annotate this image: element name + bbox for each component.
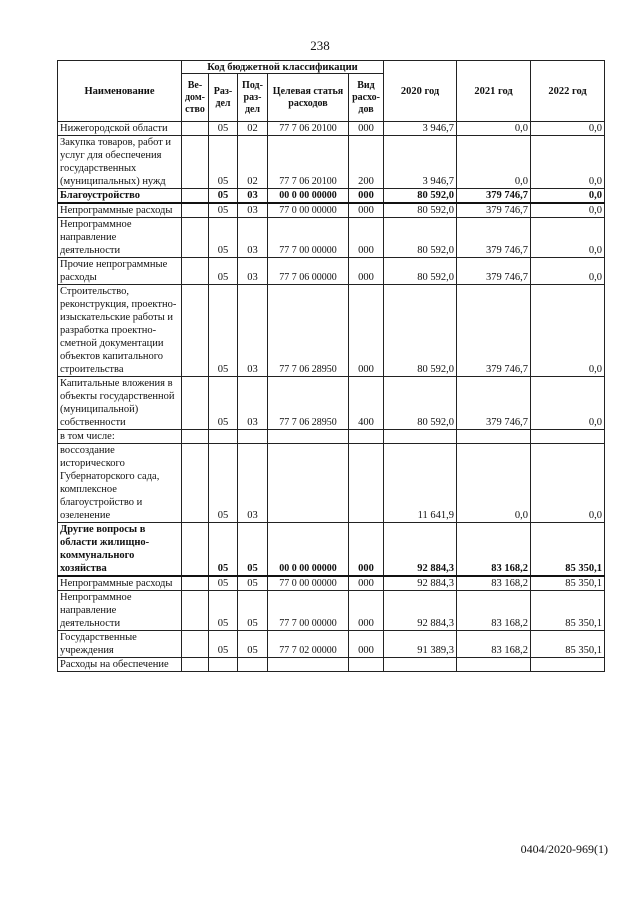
row-2022: 85 350,1 [531, 631, 605, 658]
row-vedomstvo [182, 444, 209, 523]
row-vedomstvo [182, 591, 209, 631]
row-razdel: 05 [209, 189, 238, 204]
document-code: 0404/2020-969(1) [520, 842, 608, 856]
row-vedomstvo [182, 136, 209, 189]
row-2020: 3 946,7 [384, 136, 457, 189]
row-2022: 0,0 [531, 203, 605, 218]
table-row [58, 203, 605, 218]
row-2022 [531, 658, 605, 672]
row-vid: 400 [349, 377, 384, 430]
row-vid: 000 [349, 523, 384, 577]
header-vid: Вид расхо- дов [349, 74, 384, 122]
row-2021: 83 168,2 [457, 576, 531, 591]
row-2022: 0,0 [531, 189, 605, 204]
row-2020: 80 592,0 [384, 189, 457, 204]
row-vedomstvo [182, 258, 209, 285]
row-target: 77 7 06 28950 [268, 377, 349, 430]
row-vid: 000 [349, 631, 384, 658]
row-podrazdel: 05 [238, 631, 268, 658]
row-name: Государственные учреждения [58, 631, 182, 658]
row-vid: 000 [349, 189, 384, 204]
row-2022 [531, 430, 605, 444]
row-vedomstvo [182, 631, 209, 658]
table-row [58, 631, 605, 658]
table-header [58, 61, 605, 122]
table-row [58, 136, 605, 189]
row-2022: 85 350,1 [531, 591, 605, 631]
row-target: 77 7 06 20100 [268, 136, 349, 189]
row-vedomstvo [182, 189, 209, 204]
header-2022: 2022 год [531, 61, 605, 122]
row-2022: 85 350,1 [531, 576, 605, 591]
row-podrazdel: 03 [238, 285, 268, 377]
header-podrazdel: Под- раз- дел [238, 74, 268, 122]
row-2020: 92 884,3 [384, 576, 457, 591]
table-row [58, 591, 605, 631]
row-razdel: 05 [209, 136, 238, 189]
row-2021: 83 168,2 [457, 523, 531, 577]
row-2020: 80 592,0 [384, 203, 457, 218]
row-name: Непрограммное направление деятельности [58, 218, 182, 258]
table-row [58, 285, 605, 377]
header-2021: 2021 год [457, 61, 531, 122]
row-2020: 92 884,3 [384, 523, 457, 577]
row-vedomstvo [182, 122, 209, 136]
row-2022: 0,0 [531, 218, 605, 258]
row-vedomstvo [182, 430, 209, 444]
row-name: воссоздание исторического Губернаторского сада, комплексное благоустройство и озеленение [58, 444, 182, 523]
row-vid [349, 658, 384, 672]
row-name: Прочие непрограммные расходы [58, 258, 182, 285]
row-podrazdel: 03 [238, 377, 268, 430]
row-target: 77 7 06 28950 [268, 285, 349, 377]
table-row [58, 523, 605, 577]
row-razdel: 05 [209, 591, 238, 631]
row-razdel [209, 430, 238, 444]
row-target [268, 658, 349, 672]
row-2021: 83 168,2 [457, 631, 531, 658]
row-podrazdel: 02 [238, 136, 268, 189]
row-podrazdel: 03 [238, 444, 268, 523]
row-2022: 85 350,1 [531, 523, 605, 577]
table-row [58, 430, 605, 444]
row-razdel [209, 658, 238, 672]
table-row [58, 658, 605, 672]
row-target: 77 7 00 00000 [268, 218, 349, 258]
row-razdel: 05 [209, 122, 238, 136]
header-razdel: Раз- дел [209, 74, 238, 122]
row-name: Строительство, реконструкция, проектно-изыскательские работы и разработка проектно-сметной документации объектов капитального строительства [58, 285, 182, 377]
header-2020: 2020 год [384, 61, 457, 122]
row-2020 [384, 658, 457, 672]
row-2021: 83 168,2 [457, 591, 531, 631]
row-name: в том числе: [58, 430, 182, 444]
row-target: 77 7 00 00000 [268, 591, 349, 631]
row-name: Непрограммные расходы [58, 576, 182, 591]
row-razdel: 05 [209, 523, 238, 577]
row-vedomstvo [182, 285, 209, 377]
row-target [268, 430, 349, 444]
row-vedomstvo [182, 377, 209, 430]
row-name: Расходы на обеспечение [58, 658, 182, 672]
table-row [58, 218, 605, 258]
row-2021 [457, 430, 531, 444]
row-podrazdel: 03 [238, 258, 268, 285]
row-2020: 80 592,0 [384, 377, 457, 430]
table-row [58, 377, 605, 430]
row-razdel: 05 [209, 285, 238, 377]
row-2020: 80 592,0 [384, 218, 457, 258]
row-razdel: 05 [209, 218, 238, 258]
row-2021: 379 746,7 [457, 218, 531, 258]
row-target [268, 444, 349, 523]
row-vedomstvo [182, 203, 209, 218]
row-2022: 0,0 [531, 444, 605, 523]
row-2020: 80 592,0 [384, 258, 457, 285]
row-2020 [384, 430, 457, 444]
row-vedomstvo [182, 576, 209, 591]
row-vid [349, 430, 384, 444]
row-2021: 379 746,7 [457, 377, 531, 430]
row-vid: 200 [349, 136, 384, 189]
table-row [58, 576, 605, 591]
row-vid: 000 [349, 258, 384, 285]
row-razdel: 05 [209, 203, 238, 218]
row-2021: 379 746,7 [457, 203, 531, 218]
row-target: 00 0 00 00000 [268, 189, 349, 204]
row-name: Капитальные вложения в объекты государственной (муниципальной) собственности [58, 377, 182, 430]
row-2022: 0,0 [531, 136, 605, 189]
row-vid: 000 [349, 203, 384, 218]
row-podrazdel: 05 [238, 576, 268, 591]
row-vid: 000 [349, 285, 384, 377]
row-name: Непрограммное направление деятельности [58, 591, 182, 631]
table-row [58, 258, 605, 285]
row-podrazdel [238, 658, 268, 672]
row-razdel: 05 [209, 444, 238, 523]
row-target: 77 7 02 00000 [268, 631, 349, 658]
row-target: 77 7 06 20100 [268, 122, 349, 136]
row-2021: 0,0 [457, 122, 531, 136]
row-razdel: 05 [209, 576, 238, 591]
row-podrazdel: 03 [238, 218, 268, 258]
row-name: Непрограммные расходы [58, 203, 182, 218]
budget-table [57, 60, 605, 672]
row-2020: 3 946,7 [384, 122, 457, 136]
header-target: Целевая статья расходов [268, 74, 349, 122]
row-razdel: 05 [209, 377, 238, 430]
row-razdel: 05 [209, 258, 238, 285]
row-podrazdel: 05 [238, 523, 268, 577]
row-2020: 80 592,0 [384, 285, 457, 377]
row-target: 77 0 00 00000 [268, 576, 349, 591]
row-vid: 000 [349, 122, 384, 136]
row-name: Нижегородской области [58, 122, 182, 136]
row-vid: 000 [349, 576, 384, 591]
row-target: 77 7 06 00000 [268, 258, 349, 285]
row-podrazdel: 03 [238, 203, 268, 218]
table-row [58, 189, 605, 204]
row-vid: 000 [349, 218, 384, 258]
row-2020: 11 641,9 [384, 444, 457, 523]
row-2020: 92 884,3 [384, 591, 457, 631]
row-2020: 91 389,3 [384, 631, 457, 658]
row-target: 77 0 00 00000 [268, 203, 349, 218]
row-podrazdel: 02 [238, 122, 268, 136]
table-row [58, 122, 605, 136]
row-podrazdel [238, 430, 268, 444]
table-row [58, 444, 605, 523]
row-podrazdel: 05 [238, 591, 268, 631]
row-vedomstvo [182, 218, 209, 258]
row-name: Благоустройство [58, 189, 182, 204]
row-vid: 000 [349, 591, 384, 631]
row-name: Другие вопросы в области жилищно-коммунального хозяйства [58, 523, 182, 577]
header-vedomstvo: Ве- дом- ство [182, 74, 209, 122]
header-name: Наименование [58, 61, 182, 122]
row-2021: 0,0 [457, 444, 531, 523]
row-2022: 0,0 [531, 258, 605, 285]
row-2021: 0,0 [457, 136, 531, 189]
row-2021: 379 746,7 [457, 258, 531, 285]
row-podrazdel: 03 [238, 189, 268, 204]
row-2021: 379 746,7 [457, 189, 531, 204]
row-target: 00 0 00 00000 [268, 523, 349, 577]
row-name: Закупка товаров, работ и услуг для обеспечения государственных (муниципальных) нужд [58, 136, 182, 189]
row-2022: 0,0 [531, 377, 605, 430]
header-classification: Код бюджетной классификации [182, 61, 384, 74]
page-number: 238 [310, 38, 330, 53]
table-body [58, 122, 605, 672]
row-2022: 0,0 [531, 285, 605, 377]
row-2021 [457, 658, 531, 672]
row-razdel: 05 [209, 631, 238, 658]
row-vedomstvo [182, 523, 209, 577]
row-vid [349, 444, 384, 523]
row-2022: 0,0 [531, 122, 605, 136]
row-2021: 379 746,7 [457, 285, 531, 377]
row-vedomstvo [182, 658, 209, 672]
